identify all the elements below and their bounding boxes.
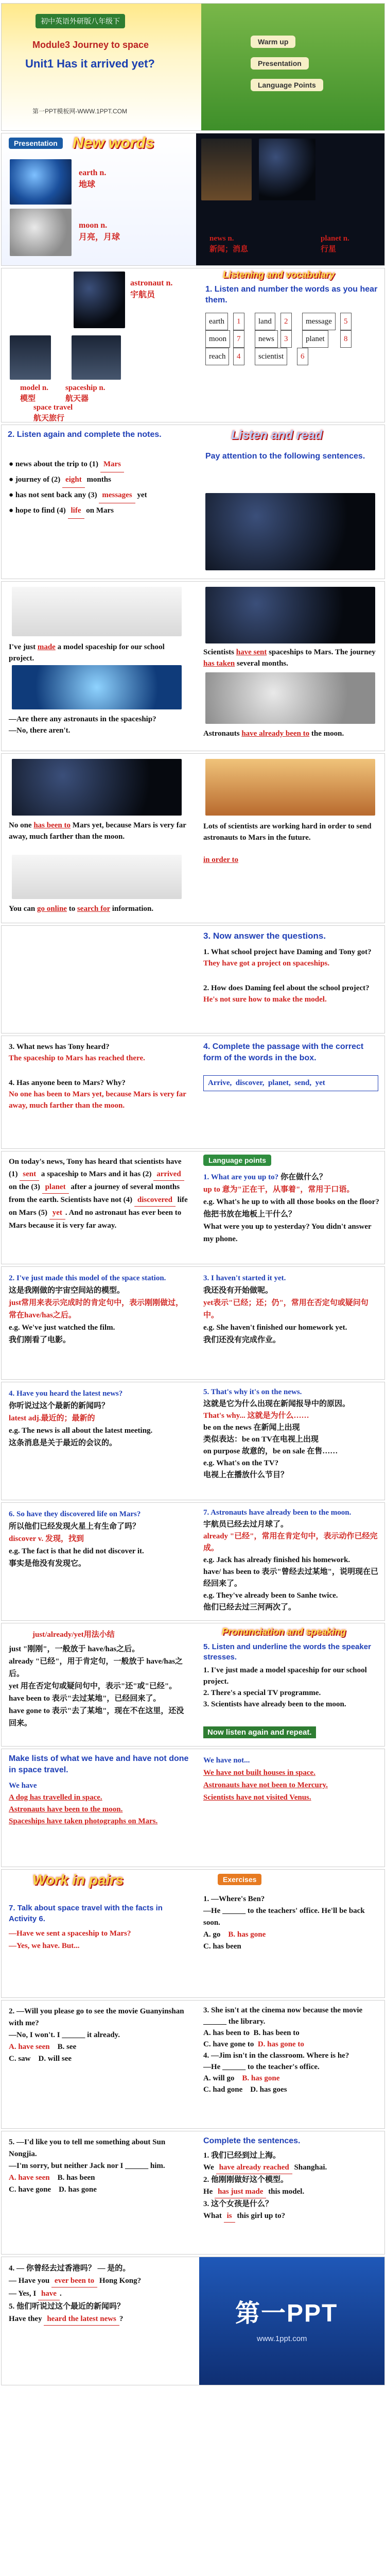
- word-news: news n. 新闻；消息: [209, 234, 249, 253]
- language-point-1: 1. What are you up to? 你在做什么？ up to 意为"正在干，从事着"，常用于口语。 e.g. What's he up to with all those books on the floor? 他把书放在地板上干什么？ What were you up to yesterday? You didn't answer my phone.: [203, 1173, 379, 1243]
- passage-text: On today's news, Tony has heard that scientists have (1) sent a spaceship to Mars and it has (2) arrived on the (3) planet after a journey of several months from the earth. Scientists have not (4) discovered life on Mars (5) yet . And no astronaut has ever been to Mars because it is very far away.: [9, 1158, 188, 1230]
- num-planet: 8: [340, 330, 352, 348]
- word-space-travel: space travel 航天旅行: [33, 403, 73, 422]
- passage-title: 4. Complete the passage with the correct form of the words in the box.: [203, 1042, 364, 1062]
- word-scientist-box: scientist: [255, 348, 287, 365]
- language-point-4: 4. Have you heard the latest news? 你听说过这个最新的新闻吗？ latest adj.最近的；最新的 e.g. The news is all about the latest meeting. 这条消息是关于最近的会议的。: [9, 1389, 153, 1447]
- scientists-photo: [205, 759, 375, 816]
- slide-answers-passage: [1, 1036, 385, 1149]
- slide-final: [1, 2257, 385, 2385]
- slide-more-words: [1, 268, 385, 422]
- slide-sentences-2: [1, 753, 385, 923]
- menu-panel: [201, 4, 384, 130]
- exercises-tag: Exercises: [218, 1874, 261, 1885]
- sentence-been-to: Astronauts have already been to the moon.: [203, 730, 344, 738]
- language-point-6: 6. So have they discovered life on Mars? 所以他们已经发现火星上有生命了吗？ discover v. 发现，找到 e.g. The fact is that he did not discover it. 事实是他没有发现它。: [9, 1510, 144, 1568]
- summary-title: just/already/yet用法小结: [32, 1631, 115, 1639]
- slide-language-6-7: [1, 1502, 385, 1621]
- logo-text: 第一PPT: [235, 2300, 338, 2327]
- exercise-5: 5. —I'd like you to tell me something about Sun Nongjia. —I'm sorry, but neither Jack nor I ______ him. A. have seen B. has been C. have gone D. has gone: [9, 2138, 166, 2194]
- word-planet: planet n. 行星: [321, 234, 349, 253]
- word-model: model n. 模型: [20, 384, 49, 403]
- lists-title: Make lists of what we have and have not done in space travel.: [9, 1754, 189, 1774]
- word-message-box: message: [302, 313, 336, 330]
- earth-image: [10, 159, 72, 205]
- num-message: 5: [340, 313, 352, 330]
- num-news: 3: [280, 330, 292, 348]
- note-4: ● hope to find (4) life on Mars: [9, 503, 189, 519]
- note-2: ● journey of (2) eight months: [9, 472, 189, 488]
- language-point-7: 7. Astronauts have already been to the moon. 宇航员已经去过月球了。 already "已经"，常用在肯定句中，表示动作已经完成。 e.g. Jack has already finished his homework. have/ has been to 表示"曾经去过某地"，说明现在已经回来了。 e.g. They've already been to Sanhe twice. 他们已经去过三河两次了。: [203, 1509, 378, 1612]
- slide-exercises-2: [1, 2000, 385, 2129]
- complete-list: 1. 我们已经到过上海。 We have already reached Shanghai. 2. 他刚刚做好这个模型。 He has just made this model. 3. 这个女孩是什么？ What is this girl up to?: [203, 2150, 381, 2223]
- model-spaceship-photo: [12, 587, 182, 636]
- logo-subtext: www.1ppt.com: [257, 2334, 307, 2343]
- word-moon-box: moon: [205, 330, 230, 348]
- num-moon: 7: [233, 330, 244, 348]
- word-reach-box: reach: [205, 348, 229, 365]
- language-point-5: 5. That's why it's on the news. 这就是它为什么出现在新闻报导中的原因。 That's why... 这就是为什么…… be on the news 在新闻上出现 类似表达：be on TV在电视上出现 on purpose 故意的，be on sale 在售…… e.g. What's on the TV? 电视上在播放什么节目？: [203, 1388, 350, 1479]
- spaceship-photo: [205, 493, 375, 570]
- word-spaceship: spaceship n. 航天器: [65, 384, 106, 403]
- word-earth: earth n. 地球: [79, 168, 107, 189]
- slide-lists: [1, 1749, 385, 1867]
- moon-image: [10, 209, 72, 256]
- complete-title: Complete the sentences.: [203, 2137, 301, 2145]
- question-2: 2. How does Daming feel about the school project? He's not sure how to make the model.: [203, 984, 370, 1004]
- grade-badge: 初中英语外研版八年级下: [36, 14, 125, 28]
- slide-complete-sentences: [1, 2131, 385, 2255]
- logo-panel: [199, 2257, 384, 2385]
- slide-language-2-3: [1, 1266, 385, 1380]
- pronunciation-header: Pronunciation and speaking: [222, 1626, 346, 1637]
- box-word-arrive: Arrive: [208, 1079, 230, 1087]
- slide-title: [1, 3, 385, 131]
- notes-list: [9, 457, 189, 519]
- box-word-yet: yet: [315, 1079, 325, 1087]
- questions-title: 3. Now answer the questions.: [203, 931, 326, 941]
- presentation-tag: Presentation: [9, 138, 63, 149]
- astronaut-image: [74, 272, 125, 328]
- word-land-box: land: [255, 313, 275, 330]
- laptop-girl-photo: [12, 855, 182, 899]
- slide-language-4-5: [1, 1382, 385, 1500]
- pronunciation-task: 5. Listen and underline the words the speaker stresses.: [203, 1642, 371, 1662]
- exercise-1: 1. —Where's Ben? —He ______ to the teachers' office. He'll be back soon. A. go B. has gone C. has been: [203, 1895, 365, 1951]
- note-3: ● has not sent back any (3) messages yet: [9, 488, 189, 503]
- word-astronaut: astronaut n. 宇航员: [130, 279, 173, 299]
- new-words-title: New words: [73, 134, 154, 151]
- news-image: [201, 139, 252, 200]
- word-moon: moon n. 月亮，月球: [79, 221, 120, 242]
- menu-item-warm-up[interactable]: Warm up: [251, 36, 295, 48]
- sentence-question: —Are there any astronauts in the spaceship? —No, there aren't.: [9, 715, 156, 735]
- slide-passage-language: [1, 1151, 385, 1264]
- solar-system-photo: [12, 759, 182, 816]
- menu-item-language-points[interactable]: Language Points: [251, 79, 323, 91]
- slide-questions: [1, 925, 385, 1033]
- word-planet-box: planet: [302, 330, 328, 348]
- word-earth-box: earth: [205, 313, 228, 330]
- word-box: Arrive, discover, planet, send, yet: [203, 1075, 378, 1091]
- unit-title: Unit1 Has it arrived yet?: [25, 57, 155, 70]
- sentence-sent: Scientists have sent spaceships to Mars. The journey has taken several months.: [203, 648, 376, 668]
- slide-summary-pronunciation: [1, 1623, 385, 1747]
- note-1: ● news about the trip to (1) Mars: [9, 457, 189, 472]
- num-reach: 4: [233, 348, 244, 365]
- menu-item-presentation[interactable]: Presentation: [251, 57, 309, 70]
- sentence-made: I've just made a model spaceship for our school project.: [9, 643, 165, 663]
- slide-pairs-exercise: [1, 1869, 385, 1998]
- listening-instruction: 1. Listen and number the words as you hear them.: [205, 285, 378, 304]
- question-4: 4. Has anyone been to Mars? Why? No one has been to Mars yet, because Mars is very far away, much farther than the moon.: [9, 1079, 186, 1110]
- we-have-not-list: We have not... We have not built houses in space. Astronauts have not been to Mercury. Scientists have not visited Venus.: [203, 1756, 328, 1802]
- listening-header: Listening and vocabulary: [223, 269, 335, 280]
- box-word-send: send: [294, 1079, 310, 1087]
- mars-spaceship-photo: [205, 587, 375, 643]
- astronaut-photo: [12, 665, 182, 709]
- work-in-pairs-title: Work in pairs: [32, 1872, 124, 1888]
- box-word-discover: discover: [235, 1079, 262, 1087]
- sentence-online: You can go online to search for information.: [9, 905, 154, 913]
- sentence-no-one: No one has been to Mars yet, because Mars is very far away, much farther than the moon.: [9, 821, 186, 841]
- exercise-3-4: 3. She isn't at the cinema now because the movie ______ the library. A. has been to B. has been to C. have gone to D. has gone to 4. —Jim isn't in the classroom. Where is he? —He ______ to the teacher's office. A. will go B. has gone C. had gone D. has goes: [203, 2006, 363, 2094]
- model-image: [10, 335, 51, 380]
- language-point-2: 2. I've just made this model of the space station. 这是我刚做的宇宙空间站的模型。 just常用来表示完成时的肯定句中，表示刚刚做过，常在have/has之后。 e.g. We've just watched the film. 我们刚看了电影。: [9, 1274, 184, 1344]
- pairs-dialogue: —Have we sent a spaceship to Mars? —Yes, we have. But...: [9, 1929, 131, 1950]
- box-word-planet: planet: [268, 1079, 289, 1087]
- language-point-3: 3. I haven't started it yet. 我还没有开始做呢。 yet表示"已经；还；仍"，常用在否定句或疑问句中。 e.g. She haven't finished our homework yet. 我们还没有完成作业。: [203, 1274, 369, 1344]
- summary-list: just "刚刚"，一般放于 have/has之后。 already "已经"，用于肯定句，一般放于 have/has之后。 yet 用在否定句或疑问句中，表示"还"或"已经"。 have been to 表示"去过某地"，已经回来了。 have gone to 表示"去了某地"，现在不在这里，还没回来。: [9, 1645, 184, 1727]
- exercise-2: 2. —Will you please go to see the movie Guanyinshan with me? —No, I won't. I ______ it already. A. have seen B. see C. saw D. will see: [9, 2007, 184, 2063]
- language-points-tag: Language points: [203, 1155, 271, 1166]
- in-order-to-highlight: in order to: [203, 856, 239, 864]
- listen-read-header: Listen and read: [231, 428, 323, 442]
- spaceship-image: [72, 335, 121, 380]
- listen-read-instruction: Pay attention to the following sentences.: [205, 452, 365, 461]
- sentence-scientists: Lots of scientists are working hard in order to send astronauts to Mars in the future.: [203, 822, 372, 842]
- planets-image: [259, 139, 315, 200]
- brand-text: 第一PPT模板网-WWW.1PPT.COM: [32, 108, 127, 115]
- module-title: Module3 Journey to space: [32, 40, 149, 50]
- question-1: 1. What school project have Daming and Tony got? They have got a project on spaceships.: [203, 948, 372, 968]
- we-have-list: We have A dog has travelled in space. Astronauts have been to the moon. Spaceships have taken photographs on Mars.: [9, 1782, 158, 1825]
- num-land: 2: [280, 313, 292, 330]
- word-news-box: news: [255, 330, 278, 348]
- num-scientist: 6: [297, 348, 308, 365]
- num-earth: 1: [233, 313, 244, 330]
- translation-questions: 4. — 你曾经去过香港吗？ — 是的。 — Have you ever been to Hong Kong? — Yes, I have . 5. 他们听说过这个最近的新闻吗？ Have they heard the latest news ?: [9, 2262, 189, 2326]
- pronunciation-items: 1. I've just made a model spaceship for our school project. 2. There's a special TV programme. 3. Scientists have already been to the moon.: [203, 1666, 367, 1708]
- question-3: 3. What news has Tony heard? The spaceship to Mars has reached there.: [9, 1043, 145, 1062]
- notes-task: 2. Listen again and complete the notes.: [8, 430, 162, 439]
- moon-astronaut-photo: [205, 672, 375, 724]
- pairs-task: 7. Talk about space travel with the facts in Activity 6.: [9, 1904, 163, 1923]
- slide-new-words: [1, 133, 385, 266]
- slide-sentences-1: [1, 581, 385, 751]
- repeat-note: Now listen again and repeat.: [203, 1726, 316, 1738]
- slide-notes: [1, 425, 385, 579]
